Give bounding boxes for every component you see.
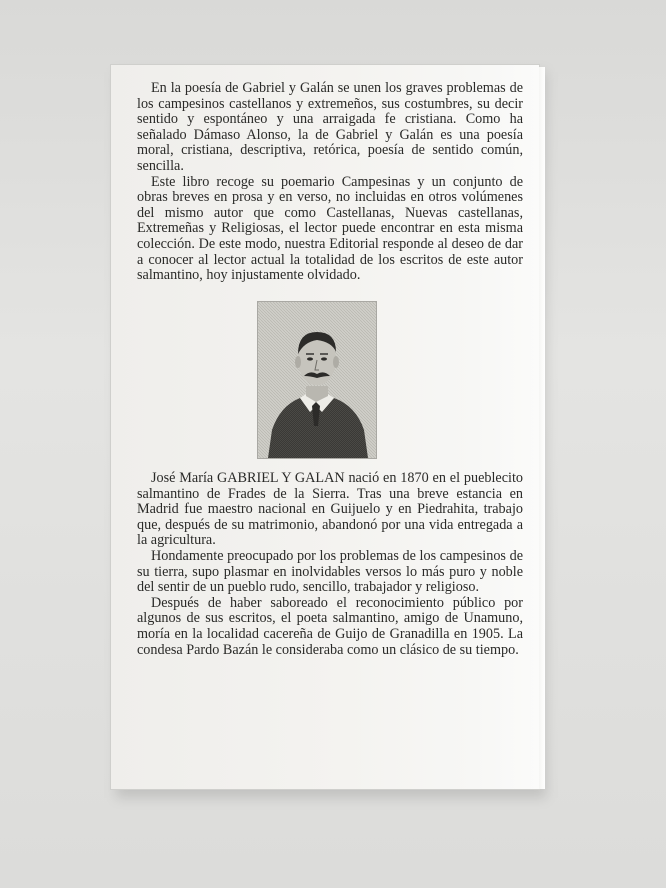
description-paragraph-2: Este libro recoge su poemario Campesinas y un conjunto de obras breves en prosa y en verso, no incluidas en otros volúmenes del mismo autor que como Castellanas, Nuevas castellanas, Extremeñas y Religiosas, el lector puede encontrar en esta misma colección. De este modo, nuestra Editorial responde al deseo de dar a conocer al lector actual la totalidad de los escritos de este autor salmantino, hoy injustamente olvidado. (137, 173, 523, 284)
book-description (137, 81, 523, 284)
author-portrait-engraving (258, 302, 376, 458)
author-biography (137, 471, 523, 658)
biography-paragraph-2: Hondamente preocupado por los problemas de los campesinos de su tierra, supo plasmar en inolvidables versos lo más puro y noble del sentir de un pueblo rudo, sencillo, trabajador y religioso. (137, 547, 523, 596)
biography-paragraph-3: Después de haber saboreado el reconocimiento público por algunos de sus escritos, el poeta salmantino, amigo de Unamuno, moría en la localidad cacereña de Guijo de Granadilla en 1905. La condesa Pardo Bazán le consideraba como un clásico de su tiempo. (137, 594, 523, 658)
biography-paragraph-1: José María GABRIEL Y GALAN nació en 1870 en el pueblecito salmantino de Frades de la Sierra. Tras una breve estancia en Madrid fue maestro nacional en Guijuelo y en Piedrahita, trabajo que, después de su matrimonio, abandonó por una vida entregada a la agricultura. (137, 470, 523, 549)
author-portrait (257, 301, 377, 459)
book-back-cover (110, 64, 540, 790)
page-edge (539, 67, 545, 789)
description-paragraph-1: En la poesía de Gabriel y Galán se unen los graves problemas de los campesinos castellanos y extremeños, sus costumbres, su decir sentido y espontáneo y una arraigada fe cristiana. Como ha señalado Dámaso Alonso, la de Gabriel y Galán es una poesía moral, cristiana, descriptiva, retórica, poesía de sentido común, sencilla. (137, 80, 523, 174)
